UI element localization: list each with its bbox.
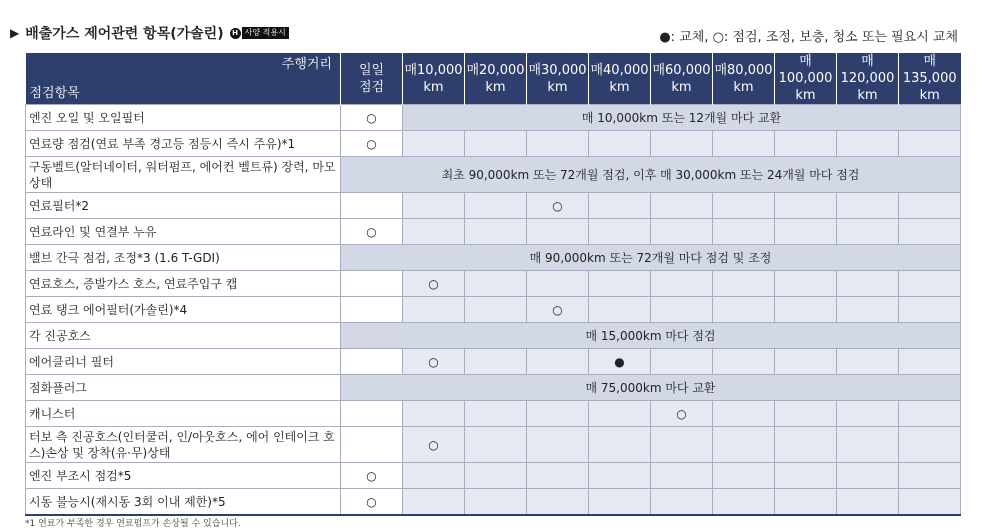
interval-cell <box>713 489 775 516</box>
interval-cell <box>713 131 775 157</box>
item-label: 연료라인 및 연결부 누유 <box>26 219 341 245</box>
table-row <box>26 297 961 323</box>
header-interval: 매60,000 km <box>651 53 713 105</box>
item-label: 각 진공호스 <box>26 323 341 349</box>
interval-cell <box>651 463 713 489</box>
interval-cell: ○ <box>527 193 589 219</box>
interval-cell <box>527 427 589 463</box>
interval-cell <box>589 489 651 516</box>
daily-check-cell <box>341 297 403 323</box>
header-item-cell <box>26 53 341 105</box>
interval-cell <box>837 219 899 245</box>
interval-cell <box>899 131 961 157</box>
interval-cell <box>713 463 775 489</box>
interval-cell <box>713 427 775 463</box>
interval-cell <box>465 193 527 219</box>
interval-cell <box>527 349 589 375</box>
section-title-text: 배출가스 제어관련 항목(가솔린) <box>25 26 224 42</box>
interval-span-note: 매 10,000km 또는 12개월 마다 교환 <box>403 105 961 131</box>
interval-cell <box>899 463 961 489</box>
header-interval: 매30,000 km <box>527 53 589 105</box>
interval-cell <box>651 489 713 516</box>
table-row <box>26 463 961 489</box>
interval-cell <box>651 131 713 157</box>
interval-cell <box>651 349 713 375</box>
interval-cell <box>651 193 713 219</box>
interval-cell <box>403 489 465 516</box>
interval-cell <box>527 131 589 157</box>
interval-cell <box>775 131 837 157</box>
interval-cell <box>775 427 837 463</box>
interval-cell <box>713 349 775 375</box>
table-row <box>26 427 961 463</box>
table-row <box>26 219 961 245</box>
interval-cell <box>837 349 899 375</box>
interval-cell <box>713 401 775 427</box>
interval-cell <box>465 401 527 427</box>
header-item: 점검항목 <box>29 86 80 101</box>
daily-check-cell: ○ <box>341 131 403 157</box>
item-label: 연료량 점검(연료 부족 경고등 점등시 즉시 주유)*1 <box>26 131 341 157</box>
table-row <box>26 489 961 516</box>
interval-cell <box>465 489 527 516</box>
daily-check-cell: ○ <box>341 463 403 489</box>
header-interval: 매80,000 km <box>713 53 775 105</box>
interval-cell <box>775 193 837 219</box>
interval-cell <box>651 271 713 297</box>
interval-cell: ○ <box>403 427 465 463</box>
item-label: 캐니스터 <box>26 401 341 427</box>
interval-cell <box>527 219 589 245</box>
table-row <box>26 271 961 297</box>
interval-cell <box>589 271 651 297</box>
interval-cell <box>465 297 527 323</box>
item-label: 엔진 오일 및 오일필터 <box>26 105 341 131</box>
interval-cell <box>837 463 899 489</box>
interval-cell <box>899 489 961 516</box>
interval-cell <box>527 489 589 516</box>
header-mileage: 주행거리 <box>281 57 332 72</box>
interval-cell: ○ <box>403 271 465 297</box>
interval-cell: ○ <box>403 349 465 375</box>
interval-cell <box>589 193 651 219</box>
header-interval: 매40,000 km <box>589 53 651 105</box>
table-row <box>26 157 961 193</box>
interval-cell <box>403 219 465 245</box>
interval-cell <box>651 427 713 463</box>
section-title <box>10 22 289 44</box>
interval-cell <box>899 193 961 219</box>
item-label: 밸브 간극 점검, 조정*3 (1.6 T-GDI) <box>26 245 341 271</box>
interval-cell <box>837 401 899 427</box>
interval-cell <box>589 297 651 323</box>
header-interval: 매135,000 km <box>899 53 961 105</box>
interval-cell <box>465 349 527 375</box>
header-interval: 매120,000 km <box>837 53 899 105</box>
interval-cell <box>651 219 713 245</box>
interval-cell <box>899 401 961 427</box>
interval-cell <box>465 463 527 489</box>
item-label: 구동벨트(알터네이터, 워터펌프, 에어컨 벨트류) 장력, 마모 상태 <box>26 157 341 193</box>
item-label: 연료필터*2 <box>26 193 341 219</box>
interval-cell <box>589 219 651 245</box>
table-row <box>26 245 961 271</box>
interval-cell <box>403 131 465 157</box>
interval-cell <box>527 271 589 297</box>
interval-cell <box>775 489 837 516</box>
header-interval: 매20,000 km <box>465 53 527 105</box>
table-row <box>26 131 961 157</box>
interval-cell <box>899 427 961 463</box>
interval-cell <box>403 463 465 489</box>
interval-cell <box>837 297 899 323</box>
option-label: 사양 적용시 <box>242 27 289 39</box>
interval-cell <box>465 131 527 157</box>
interval-cell <box>775 401 837 427</box>
item-label: 터보 측 진공호스(인터쿨러, 인/아웃호스, 에어 인테이크 호스)손상 및 장착(유·무)상태 <box>26 427 341 463</box>
interval-cell <box>527 401 589 427</box>
interval-cell <box>775 297 837 323</box>
daily-check-cell <box>341 271 403 297</box>
interval-cell <box>713 271 775 297</box>
interval-cell <box>775 219 837 245</box>
interval-cell <box>403 193 465 219</box>
daily-check-cell <box>341 427 403 463</box>
interval-cell: ○ <box>527 297 589 323</box>
item-label: 시동 불능시(재시동 3회 이내 제한)*5 <box>26 489 341 516</box>
interval-cell <box>899 349 961 375</box>
interval-cell <box>403 401 465 427</box>
legend: ●: 교체, ○: 점검, 조정, 보충, 청소 또는 필요시 교체 <box>659 30 958 45</box>
daily-check-cell: ○ <box>341 105 403 131</box>
header-daily: 일일 점검 <box>341 53 403 105</box>
interval-cell <box>589 131 651 157</box>
interval-cell: ● <box>589 349 651 375</box>
interval-cell <box>713 193 775 219</box>
interval-cell <box>527 463 589 489</box>
triangle-arrow-icon: ▶ <box>10 26 20 40</box>
table-row <box>26 323 961 349</box>
interval-cell <box>651 297 713 323</box>
interval-cell <box>899 297 961 323</box>
interval-cell <box>775 463 837 489</box>
daily-check-cell: ○ <box>341 219 403 245</box>
item-label: 점화플러그 <box>26 375 341 401</box>
interval-cell <box>465 427 527 463</box>
maintenance-table <box>25 53 961 516</box>
interval-cell: ○ <box>651 401 713 427</box>
daily-check-cell <box>341 193 403 219</box>
interval-cell <box>837 193 899 219</box>
interval-cell <box>899 271 961 297</box>
table-row <box>26 349 961 375</box>
item-label: 엔진 부조시 점검*5 <box>26 463 341 489</box>
full-span-note: 최초 90,000km 또는 72개월 점검, 이후 매 30,000km 또는 24개월 마다 점검 <box>341 157 961 193</box>
full-span-note: 매 75,000km 마다 교환 <box>341 375 961 401</box>
interval-cell <box>837 489 899 516</box>
table-row <box>26 193 961 219</box>
interval-cell <box>713 219 775 245</box>
daily-check-cell: ○ <box>341 489 403 516</box>
interval-cell <box>775 349 837 375</box>
daily-check-cell <box>341 349 403 375</box>
footnote: *1 연료가 부족한 경우 연료펌프가 손상될 수 있습니다. <box>25 519 241 529</box>
interval-cell <box>899 219 961 245</box>
header-interval: 매100,000 km <box>775 53 837 105</box>
item-label: 에어클리너 필터 <box>26 349 341 375</box>
interval-cell <box>837 427 899 463</box>
interval-cell <box>403 297 465 323</box>
interval-cell <box>837 271 899 297</box>
option-h-icon: H <box>230 28 241 39</box>
item-label: 연료 탱크 에어필터(가솔린)*4 <box>26 297 341 323</box>
item-label: 연료호스, 증발가스 호스, 연료주입구 캡 <box>26 271 341 297</box>
interval-cell <box>837 131 899 157</box>
interval-cell <box>465 219 527 245</box>
full-span-note: 매 15,000km 마다 점검 <box>341 323 961 349</box>
table-row <box>26 105 961 131</box>
interval-cell <box>775 271 837 297</box>
table-row <box>26 375 961 401</box>
daily-check-cell <box>341 401 403 427</box>
interval-cell <box>589 401 651 427</box>
interval-cell <box>465 271 527 297</box>
table-body <box>26 105 961 516</box>
interval-cell <box>713 297 775 323</box>
option-badge <box>230 27 289 39</box>
header-interval: 매10,000 km <box>403 53 465 105</box>
interval-cell <box>589 427 651 463</box>
table-row <box>26 401 961 427</box>
full-span-note: 매 90,000km 또는 72개월 마다 점검 및 조정 <box>341 245 961 271</box>
interval-cell <box>589 463 651 489</box>
